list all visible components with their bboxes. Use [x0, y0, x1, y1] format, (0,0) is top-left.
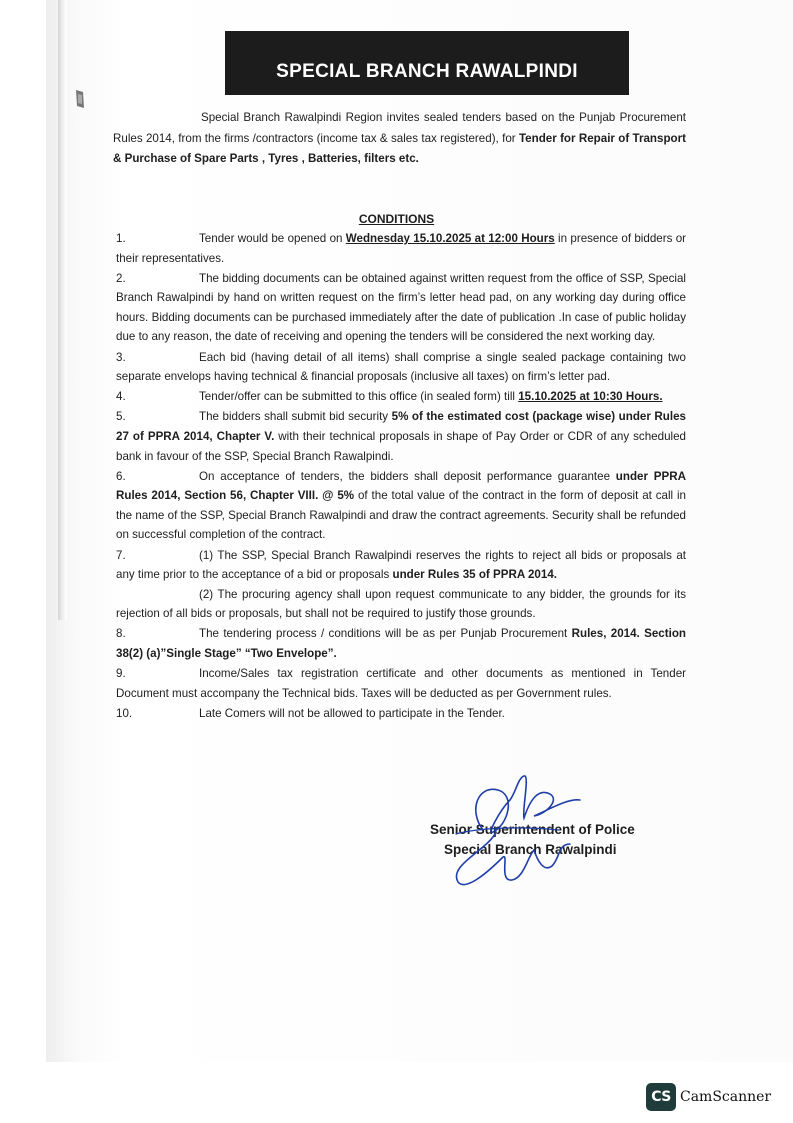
condition-number: 2.: [116, 271, 126, 285]
condition-number: 6.: [116, 469, 126, 483]
condition-text: of the total value of the contract in the form of deposit at call in the name of the SSP, Special Branch Rawalpindi and draw the contract agreements. Security shall be refunded on successful completion of the contract.: [116, 489, 687, 542]
condition-bold-text: 5% of the estimated cost (package wise) under Rules 27 of PPRA 2014, Chapter V.: [116, 410, 686, 443]
condition-4: [116, 387, 686, 407]
condition-text: Late Comers will not be allowed to participate in the Tender.: [199, 706, 505, 720]
condition-bold-text: Rules, 2014. Section 38(2) (a)”Single Stage” “Two Envelope”.: [116, 627, 686, 660]
condition-7: [116, 546, 686, 585]
condition-1: [116, 229, 686, 268]
condition-5: [116, 407, 686, 466]
condition-text: The tendering process / conditions will be as per Punjab Procurement: [199, 627, 572, 641]
opening-date: Wednesday 15.10.2025 at 12:00 Hours: [345, 232, 555, 245]
condition-number: 1.: [116, 232, 126, 245]
condition-text: with their technical proposals in shape of Pay Order or CDR of any scheduled bank in favour of the SSP, Special Branch Rawalpindi.: [116, 429, 686, 463]
handwritten-signature-icon: [438, 770, 588, 890]
page-fold-shadow: [58, 0, 67, 620]
condition-number: 8.: [116, 627, 126, 641]
condition-7-sub-2: [116, 585, 686, 624]
condition-text: The bidders shall submit bid security: [199, 410, 392, 424]
condition-number: 10.: [116, 706, 133, 720]
condition-2: [116, 269, 686, 347]
condition-text: On acceptance of tenders, the bidders shall deposit performance guarantee: [199, 469, 616, 483]
signatory-title: Senior Superintendent of Police: [430, 822, 635, 837]
condition-text: Each bid (having detail of all items) shall comprise a single sealed package containing two separate envelops having technical & financial proposals (inclusive all taxes) on firm’s letter pad.: [116, 350, 686, 384]
intro-text: Special Branch Rawalpindi Region invites sealed tenders based on the Punjab Procurement Rules 2014, from the firms /contractors (income tax & sales tax registered), for: [113, 111, 686, 145]
condition-number: 7.: [116, 548, 126, 562]
camscanner-watermark: [646, 1083, 771, 1111]
condition-number: 4.: [116, 390, 126, 404]
condition-3: [116, 348, 686, 387]
condition-text: Tender would be opened on: [199, 232, 346, 245]
condition-number: 9.: [116, 667, 126, 681]
condition-10: [116, 704, 686, 724]
condition-number: 3.: [116, 350, 126, 364]
condition-text: The bidding documents can be obtained against written request from the office of SSP, Special Branch Rawalpindi by hand on written request on the firm’s letter head pad, on any working day during office hours. Bidding documents can be purchased immediately after the date of publication .In case of public holiday due to any reason, the date of receiving and opening the tenders will be considered the next working day.: [116, 271, 686, 344]
camscanner-label: CamScanner: [680, 1089, 772, 1105]
conditions-list: [116, 229, 686, 723]
submission-date: 15.10.2025 at 10:30 Hours.: [518, 390, 663, 404]
condition-bold-text: under Rules 35 of PPRA 2014.: [392, 568, 557, 582]
binder-clip-icon: [73, 88, 87, 110]
condition-6: [116, 467, 686, 545]
camscanner-logo-icon: CS: [646, 1083, 676, 1111]
condition-bold-text: under PPRA Rules 2014, Section 56, Chapter VIII. @ 5%: [116, 469, 686, 503]
condition-text: in presence of bidders or their representatives.: [116, 232, 687, 265]
condition-text: (2) The procuring agency shall upon request communicate to any bidder, the grounds for its rejection of all bids or proposals, but shall not be required to justify those grounds.: [116, 587, 686, 621]
condition-text: Income/Sales tax registration certificate and other documents as mentioned in Tender Document must accompany the Technical bids. Taxes will be deducted as per Government rules.: [116, 667, 686, 700]
intro-tender-title: Tender for Repair of Transport & Purchase of Spare Parts , Tyres , Batteries, filters etc.: [113, 131, 686, 165]
condition-8: [116, 624, 686, 663]
condition-text: Tender/offer can be submitted to this office (in sealed form) till: [199, 390, 519, 404]
condition-text: (1) The SSP, Special Branch Rawalpindi reserves the rights to reject all bids or proposals at any time prior to the acceptance of a bid or proposals: [116, 548, 686, 582]
intro-paragraph: [113, 108, 686, 170]
condition-9: [116, 664, 686, 703]
page-title: SPECIAL BRANCH RAWALPINDI: [276, 61, 578, 82]
signatory-office: Special Branch Rawalpindi: [444, 842, 617, 857]
header-banner: [225, 31, 629, 95]
conditions-heading: CONDITIONS: [358, 212, 435, 226]
condition-number: 5.: [116, 410, 126, 424]
